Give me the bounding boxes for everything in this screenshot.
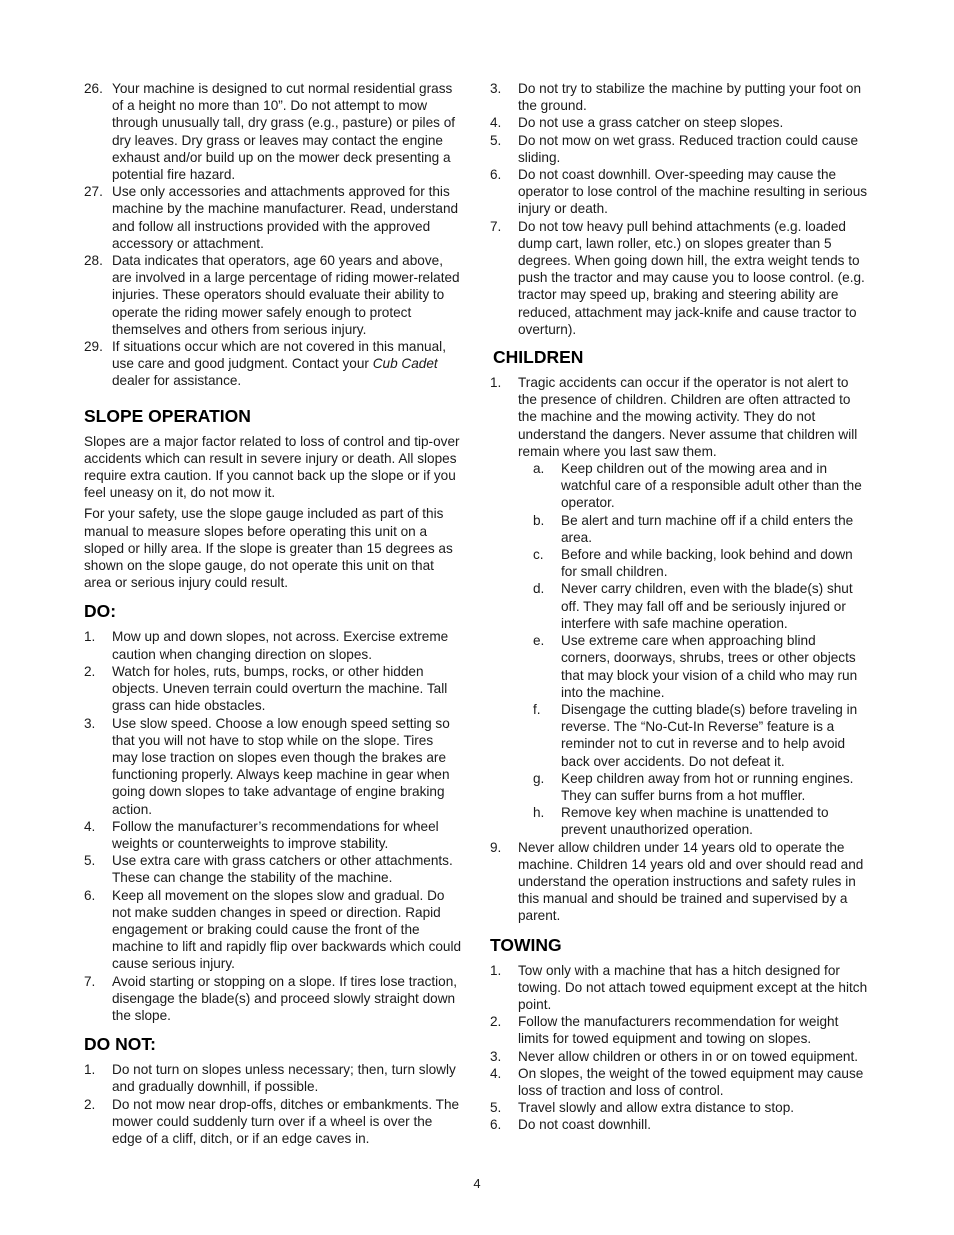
do-heading: DO: <box>84 601 117 622</box>
sub-item-text: Use extreme care when approaching blind corners, doorways, shrubs, trees or other objects that may block your vision of a child who may run into the machine. <box>561 633 858 700</box>
item-text: Do not mow near drop-offs, ditches or embankments. The mower could suddenly turn over if a wheel is over the edge of a cliff, ditch, or if an edge caves in. <box>112 1096 460 1146</box>
sub-list-item <box>490 804 868 838</box>
list-item <box>490 962 868 1014</box>
list-item <box>490 1116 868 1133</box>
item-number: 3. <box>490 81 502 96</box>
slope-paragraph-2: For your safety, use the slope gauge included as part of this manual to measure slopes before operating this unit on a sloped or hilly area. If the slope is greater than 15 degrees as shown on the slope gauge, do not operate this unit on that area or serious injury could result. <box>84 506 453 591</box>
list-item <box>490 1099 868 1116</box>
item-number: 4. <box>490 1065 502 1081</box>
item-text: On slopes, the weight of the towed equipment may cause loss of traction and loss of control. <box>518 1065 864 1098</box>
item-text: Do not tow heavy pull behind attachments (e.g. loaded dump cart, lawn roller, etc.) on slopes greater than 5 degrees. When going down hill, the extra weight tends to push the tractor and may cause you to loose control. (e.g. tractor may speed up, braking and steering ability are reduced, attachment may jack-knife and cause tractor to overturn). <box>518 218 865 337</box>
do-not-heading: DO NOT: <box>84 1034 156 1055</box>
item-text-after: dealer for assistance. <box>112 373 242 389</box>
slope-paragraph-1: Slopes are a major factor related to loss of control and tip-over accidents which can result in severe injury or death. All slopes require extra caution. If you cannot back up the slope or if you feel uneasy on it, do not mow it. <box>84 433 460 501</box>
list-item <box>84 818 462 852</box>
item-text: Use slow speed. Choose a low enough speed setting so that you will not have to stop while on the slope. Tires may lose traction on slopes even though the brakes are functioning properly. Always keep machine in gear when going down slopes to take advantage of engine braking action. <box>112 715 450 817</box>
sub-item-text: Disengage the cutting blade(s) before traveling in reverse. The “No-Cut-In Reverse” feature is a reminder not to cut in reverse and to help avoid back over accidents. Do not defeat it. <box>561 701 858 769</box>
item-text: Tow only with a machine that has a hitch designed for towing. Do not attach towed equipment except at the hitch point. <box>518 962 868 1012</box>
list-item <box>490 166 868 218</box>
item-number: 9. <box>490 839 502 855</box>
item-text: Do not coast downhill. Over-speeding may cause the operator to lose control of the machine resulting in serious injury or death. <box>518 167 868 217</box>
item-number: 1. <box>490 962 502 978</box>
list-item <box>490 1065 868 1099</box>
sub-item-letter: a. <box>533 461 545 477</box>
item-number: 27. <box>84 184 103 200</box>
item-text: Use only accessories and attachments approved for this machine by the machine manufacturer. Read, understand and follow all instructions provided with the approved accessory or attachment. <box>112 184 459 251</box>
item-text: Never allow children under 14 years old to operate the machine. Children 14 years old and over should read and understand the operation instructions and safety rules in this manual and should be trained and supervised by a parent. <box>518 839 864 924</box>
towing-heading: TOWING <box>490 934 562 955</box>
item-number: 2. <box>84 663 96 679</box>
list-item <box>84 852 462 886</box>
item-text: Travel slowly and allow extra distance to stop. <box>518 1100 795 1116</box>
sub-list-item <box>490 512 868 546</box>
list-item <box>490 1048 868 1065</box>
item-number: 2. <box>490 1014 502 1030</box>
list-item <box>490 132 868 166</box>
item-number: 28. <box>84 253 103 269</box>
sub-list-item <box>490 770 868 804</box>
sub-item-letter: h. <box>533 805 545 821</box>
list-item <box>490 80 868 114</box>
item-text: Your machine is designed to cut normal residential grass of a height no more than 10”. Do not attempt to mow through unusually tall, dry grass (e.g., pasture) or piles of dry leaves. Dry grass or leaves may contact the engine exhaust and/or build up on the mower deck presenting a potential fire hazard. <box>112 81 456 183</box>
sub-item-letter: f. <box>533 701 541 717</box>
item-number: 3. <box>84 715 96 731</box>
sub-list-item <box>490 546 868 580</box>
item-number: 5. <box>490 1100 502 1116</box>
list-item <box>490 374 868 460</box>
item-text: Do not use a grass catcher on steep slopes. <box>518 115 784 131</box>
item-text: Do not coast downhill. <box>518 1117 651 1133</box>
list-item <box>84 887 462 973</box>
list-item <box>490 839 868 925</box>
list-item <box>84 663 462 715</box>
sub-item-text: Keep children out of the mowing area and in watchful care of a responsible adult other than the operator. <box>561 461 862 511</box>
sub-item-text: Never carry children, even with the blade(s) shut off. They may fall off and be seriously injured or interfere with safe machine operation. <box>561 581 853 631</box>
children-heading: CHILDREN <box>493 347 584 368</box>
item-text: Data indicates that operators, age 60 years and above, are involved in a large percentage of riding mower-related injuries. These operators should evaluate their ability to operate the riding mower safely enough to protect themselves and others from serious injury. <box>112 253 460 337</box>
item-number: 6. <box>84 887 96 903</box>
item-text: Tragic accidents can occur if the operator is not alert to the presence of children. Children are often attracted to the machine and the mowing activity. They do not understand the dangers. Never assume that children will remain where you last saw them. <box>518 375 858 459</box>
item-number: 26. <box>84 81 103 96</box>
sub-item-letter: c. <box>533 547 544 563</box>
brand-name: Cub Cadet <box>372 356 438 372</box>
item-number: 6. <box>490 1117 502 1133</box>
item-text: Use extra care with grass catchers or other attachments. These can change the stability of the machine. <box>112 853 453 886</box>
list-item <box>84 183 462 252</box>
sub-item-text: Remove key when machine is unattended to prevent unauthorized operation. <box>561 805 829 838</box>
sub-list-item <box>490 632 868 701</box>
item-text-before: If situations occur which are not covered in this manual, use care and good judgment. Contact your <box>112 339 446 372</box>
list-item <box>490 1013 868 1047</box>
item-text: Follow the manufacturer’s recommendations for wheel weights or counterweights to improve stability. <box>112 818 439 851</box>
item-number: 29. <box>84 339 103 355</box>
item-text: Watch for holes, ruts, bumps, rocks, or other hidden objects. Uneven terrain could overturn the machine. Tall grass can hide obstacles. <box>112 663 448 714</box>
sub-item-letter: b. <box>533 512 545 528</box>
list-item <box>84 1096 462 1148</box>
item-text: Do not try to stabilize the machine by putting your foot on the ground. <box>518 81 862 114</box>
item-number: 1. <box>84 629 96 645</box>
right-column <box>490 80 868 1134</box>
item-text: Mow up and down slopes, not across. Exercise extreme caution when changing direction on slopes. <box>112 629 449 662</box>
list-item <box>84 628 462 662</box>
sub-list-item <box>490 460 868 512</box>
item-number: 3. <box>490 1048 502 1064</box>
item-number: 4. <box>490 115 502 131</box>
item-text: Follow the manufacturers recommendation for weight limits for towed equipment and towing on slopes. <box>518 1014 839 1047</box>
item-text: Do not turn on slopes unless necessary; then, turn slowly and gradually downhill, if possible. <box>112 1062 456 1095</box>
item-number: 5. <box>490 132 502 148</box>
item-number: 1. <box>84 1062 96 1078</box>
item-text: Keep all movement on the slopes slow and gradual. Do not make sudden changes in speed or direction. Rapid engagement or braking could cause the front of the machine to lift and rapidly flip over backwards which could cause serious injury. <box>112 887 462 972</box>
sub-item-text: Be alert and turn machine off if a child enters the area. <box>561 512 854 545</box>
sub-item-letter: e. <box>533 633 545 649</box>
item-number: 2. <box>84 1096 96 1112</box>
item-number: 6. <box>490 167 502 183</box>
item-text: Never allow children or others in or on towed equipment. <box>518 1048 859 1064</box>
item-text: Avoid starting or stopping on a slope. If tires lose traction, disengage the blade(s) and proceed slowly straight down the slope. <box>112 973 458 1023</box>
list-item <box>84 1061 462 1095</box>
sub-list-item <box>490 580 868 632</box>
page-number: 4 <box>473 1176 481 1191</box>
left-column <box>84 80 462 1147</box>
sub-list-item <box>490 701 868 770</box>
list-item <box>84 252 462 338</box>
list-item <box>84 80 462 183</box>
list-item <box>84 973 462 1025</box>
item-number: 5. <box>84 853 96 869</box>
item-number: 7. <box>84 973 96 989</box>
sub-item-letter: g. <box>533 770 545 786</box>
item-number: 7. <box>490 218 502 234</box>
list-item <box>490 218 868 338</box>
slope-operation-heading: SLOPE OPERATION <box>84 405 251 426</box>
list-item <box>84 338 462 390</box>
item-text: Do not mow on wet grass. Reduced traction could cause sliding. <box>518 132 859 165</box>
sub-item-letter: d. <box>533 581 545 597</box>
sub-item-text: Keep children away from hot or running engines. They can suffer burns from a hot muffler. <box>561 770 854 803</box>
sub-item-text: Before and while backing, look behind and down for small children. <box>561 547 853 580</box>
item-number: 1. <box>490 375 502 391</box>
list-item <box>490 114 868 131</box>
item-number: 4. <box>84 818 96 834</box>
list-item <box>84 715 462 818</box>
